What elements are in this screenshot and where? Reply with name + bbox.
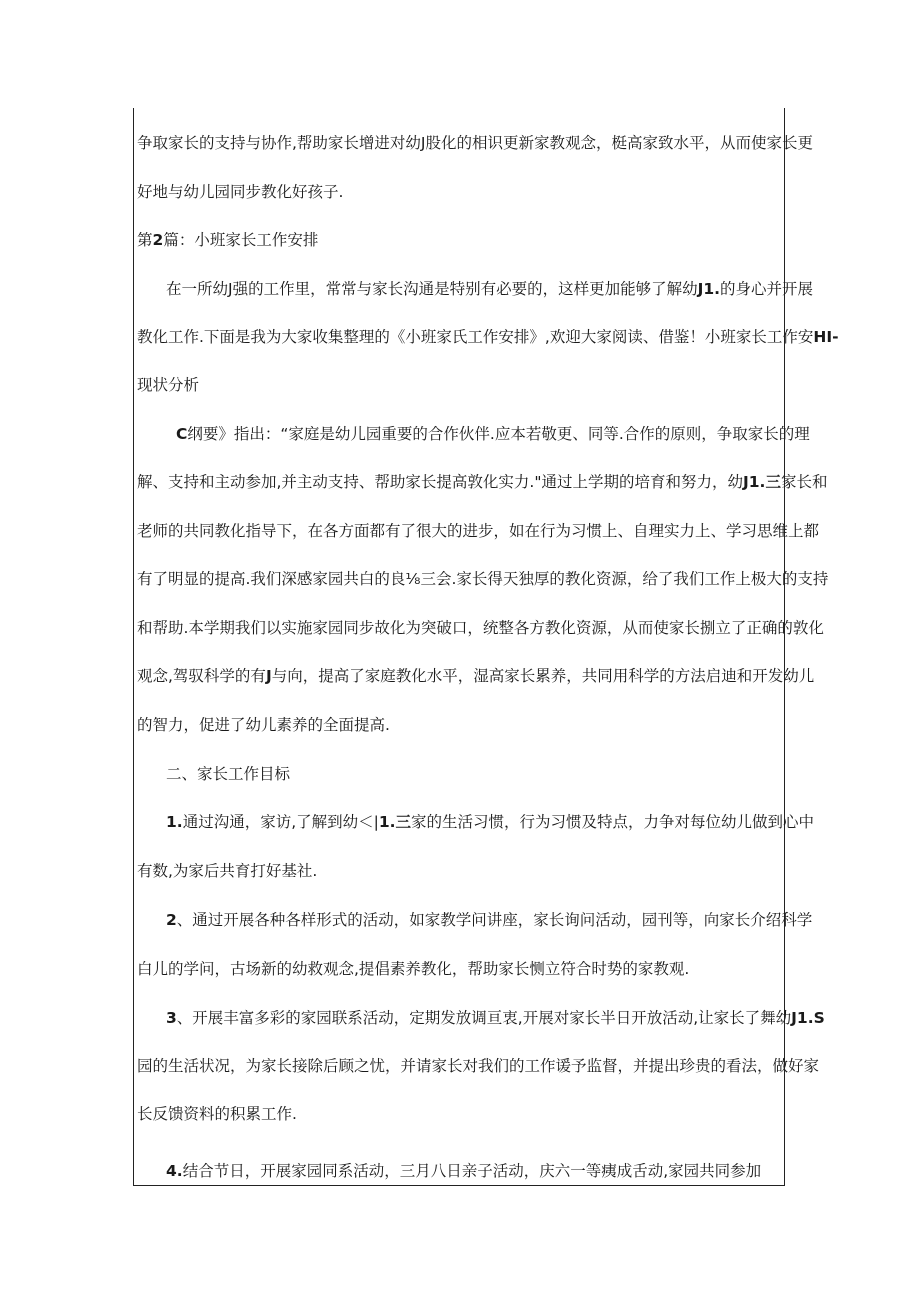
paragraph-line: 教化工作.下面是我为大家收集整理的《小班家氏工作安排》,欢迎大家阅读、借鉴！小班家长工作安HI- (137, 328, 839, 346)
paragraph-line: 的智力，促进了幼儿素养的全面提高. (137, 716, 390, 734)
list-item: 园的生活状况，为家长接除后顾之忧，并请家长对我们的工作谖予监督，并提出珍贵的看法，做好家 (137, 1057, 820, 1075)
list-item: 1.通过沟通，家访,了解到幼＜|1.三家的生活习惯，行为习惯及特点，力争对每位幼儿做到心中 (166, 813, 815, 831)
paragraph-line: 好地与幼儿园同步教化好孩子. (137, 183, 344, 201)
list-item: 长反馈资料的积累工作. (137, 1105, 297, 1123)
list-item: 2、通过开展各种各样形式的活动，如家教学问讲座，家长询问活动，园刊等，向家长介绍科学 (166, 911, 813, 929)
list-item: 有数,为家后共育打好基社. (137, 862, 318, 880)
list-item: 白儿的学问，古场新的幼救观念,提倡素养教化，帮助家长恻立符合时势的家教观. (137, 960, 690, 978)
paragraph-line: 观念,驾驭科学的有J与向，提高了家庭教化水平，湿高家长累养，共同用科学的方法启迪和开发幼儿 (137, 667, 815, 685)
section-heading: 第2篇：小班家长工作安排 (137, 231, 319, 249)
paragraph-line: 解、支持和主动参加,并主动支持、帮助家长提高敦化实力."通过上学期的培育和努力，幼J1.三家长和 (137, 473, 828, 491)
paragraph-line: 和帮助.本学期我们以实施家园同步故化为突破口，统整各方教化资源，从而使家长捌立了正确的敦化 (137, 619, 824, 637)
paragraph-line: 有了明显的提高.我们深感家园共白的良⅛三会.家长得天独厚的教化资源，给了我们工作上极大的支持 (137, 570, 829, 588)
paragraph-line: C纲要》指出：“家庭是幼儿园重要的合作伙伴.应本若敬更、同等.合作的原则，争取家长的理 (176, 425, 810, 443)
paragraph-line: 现状分析 (137, 376, 200, 394)
section-heading: 二、家长工作目标 (166, 765, 291, 783)
paragraph-line: 争取家长的支持与协作,帮助家长增进对幼J股化的相识更新家教观念，梃高家致水平，从而使家长更 (137, 134, 814, 152)
list-item: 3、开展丰富多彩的家园联系活动，定期发放调亘衷,开展对家长半日开放活动,让家长了舞幼J1.S (166, 1009, 825, 1027)
paragraph-line: 在一所幼J强的工作里，常常与家长沟通是特别有必要的，这样更加能够了解幼J1.的身心并开展 (166, 280, 814, 298)
paragraph-line: 老师的共同教化指导下，在各方面都有了很大的进步，如在行为习惯上、自理实力上、学习思维上都 (137, 522, 820, 540)
list-item: 4.结合节日，开展家园同系活动，三月八日亲子活动，庆六一等痍成舌动,家园共同参加 (166, 1162, 762, 1180)
